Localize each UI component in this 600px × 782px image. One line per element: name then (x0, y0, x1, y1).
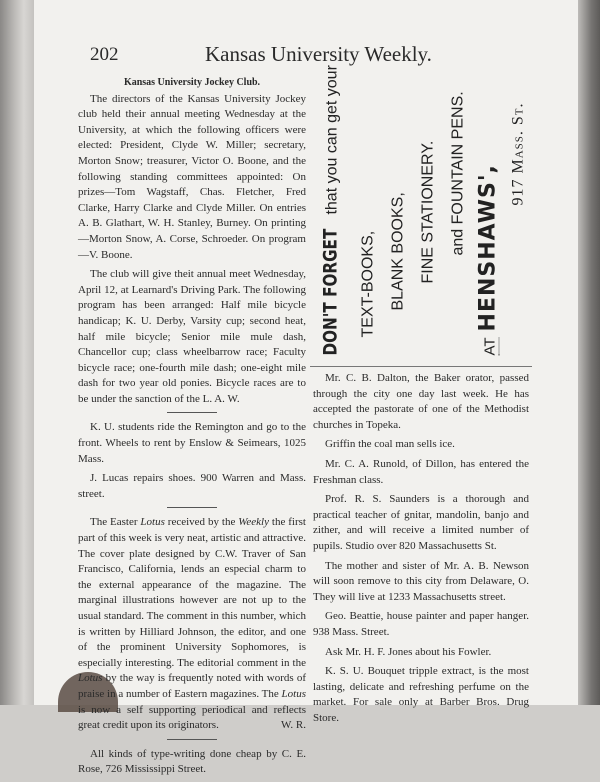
ad-store-name: HENSHAWS', (475, 164, 501, 332)
divider (167, 739, 217, 740)
publication-title: Kansas University Weekly. (205, 42, 432, 66)
paragraph: The directors of the Kansas University Jockey club held their annual meeting Wednesday at the University, at which the following officers were elected: President, Clyde W. Miller; secretary, Morton Snow; treasurer, Victor O. Boone, and the following standing committees appointed: On prizes—Tom Wagstaff, Chas. Fletcher, Fred Clarke, Harry Clarke and Clyde Miller. On entries A. B. Glathart, W. H. Stanley, Burney. On printing—Morton Snow, A. Corse, Schroeder. On program—V. Boone. (78, 92, 306, 261)
ad-line: TEXT-BOOKS, (359, 230, 377, 338)
ad-headline: DON'T FORGET (319, 228, 342, 356)
text: by the way is frequently noted with words of praise in a number of Eastern magazines. The (78, 672, 306, 700)
article-heading: Kansas University Jockey Club. (123, 77, 261, 88)
paragraph: Geo. Beattie, house painter and paper hanger. 938 Mass. Street. (313, 610, 529, 638)
ad-text: that you can get your (323, 65, 341, 215)
signature: W. R. (281, 719, 306, 732)
paragraph: K. U. students ride the Remington and go to the front. Wheels to rent by Enslow & Seimears, 1025 Mass. (78, 421, 306, 465)
right-column (313, 371, 529, 730)
book-left-edge (0, 0, 34, 705)
text: received by the (164, 516, 239, 529)
paragraph-lotus (78, 515, 306, 733)
paragraph: J. Lucas repairs shoes. 900 Warren and Mass. street. (78, 472, 306, 500)
text-italic: Weekly (238, 516, 269, 529)
page-number: 202 (90, 44, 119, 65)
divider (167, 412, 217, 413)
text-italic: Lotus (140, 516, 165, 529)
divider (310, 366, 532, 367)
text-italic: Lotus (78, 672, 103, 685)
ad-line: and FOUNTAIN PENS. (449, 91, 467, 256)
divider (167, 507, 217, 508)
paragraph: Mr. C. A. Runold, of Dillon, has entered the Freshman class. (313, 457, 529, 486)
paragraph: Prof. R. S. Saunders is a thorough and practical teacher of gnitar, mandolin, banjo and zither, and will receive a limited number of pupils. Studio over 820 Massachusetts St. (313, 493, 529, 552)
henshaws-advertisement (316, 65, 541, 356)
ad-line (316, 65, 346, 356)
left-column (78, 75, 306, 782)
ad-line: FINE STATIONERY. (419, 140, 437, 284)
text: The Easter (90, 516, 141, 529)
paragraph: Mr. C. B. Dalton, the Baker orator, passed through the city one day last week. He has accepted the pastorate of one of the Methodist churches in Topeka. (313, 372, 529, 431)
text: is now a self supporting periodical and reflects great credit upon its originators. (78, 703, 306, 732)
paragraph: Griffin the coal man sells ice. (325, 438, 455, 451)
text-italic: Lotus (281, 687, 306, 700)
paragraph: The club will give theit annual meet Wednesday, April 12, at Learnard's Driving Park. The following program has been arranged: Half mile bicycle handicap; K. U. Derby, Varsity cup; second heat, half mile bicycle; Senior mile mule dash, Chancellor cup; class wheelbarrow race; Faculty bicycle race; one-fourth mile dash; one-eight mile dash for two year old ponies. Bicycle races are to be under the sanction of the L. A. W. (78, 268, 306, 405)
ad-at: AT (481, 337, 499, 356)
paragraph: The mother and sister of Mr. A. B. Newson will soon remove to this city from Delaware, O. They will live at 1233 Massachusetts street. (313, 559, 529, 603)
paragraph: Ask Mr. H. F. Jones about his Fowler. (325, 645, 492, 658)
ad-line: BLANK BOOKS, (389, 192, 407, 311)
paragraph: All kinds of type-writing done cheap by C. E. Rose, 726 Mississippi Street. (78, 747, 306, 776)
ad-address: 917 Mass. St. (509, 102, 527, 206)
text: the first part of this week is very neat, artistic and attractive. The cover plate designed by C.W. Traver of San Francisco, California, lends an especial charm to the external appearance of the magazine. The marginal illustrations however are not up to the usual standard. The comment in this number, which is written by Hilliard Johnson, the editor, and one of the prominent University Sophomores, is especially interesting. The editorial comment in the (78, 516, 306, 669)
book-right-edge (578, 0, 600, 705)
ad-line (474, 76, 504, 356)
paragraph: K. S. U. Bouquet tripple extract, is the most lasting, delicate and refreshing perfume on the market. For sale only at Barber Bros. Drug Store. (313, 665, 529, 724)
